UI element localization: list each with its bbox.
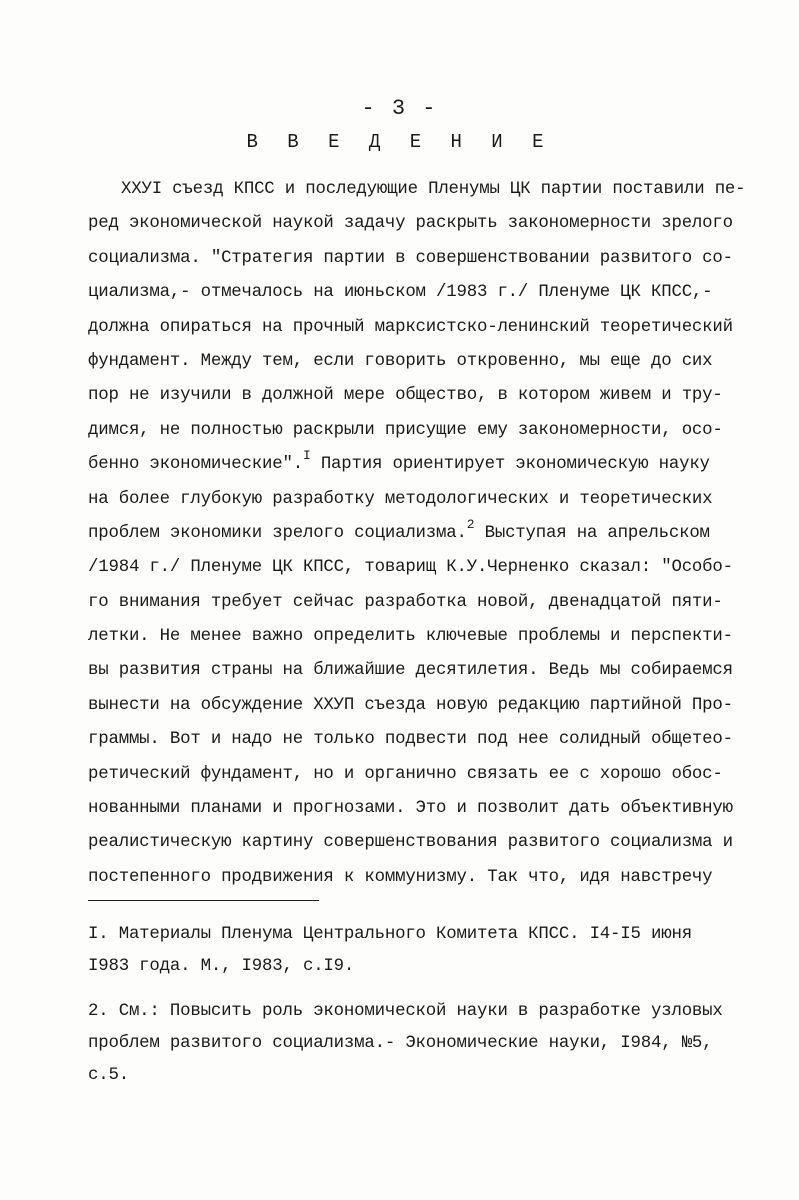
- page-number: - 3 -: [361, 96, 438, 121]
- body-line-tail: Выступая на апрельском: [474, 523, 710, 543]
- footnote-ref-1: I: [302, 448, 311, 464]
- body-line: ред экономической наукой задачу раскрыть закономерности зрелого: [88, 214, 733, 234]
- body-text: [88, 173, 768, 895]
- footnote-1-line: I983 года. М., I983, с.I9.: [88, 957, 355, 976]
- body-line-text: бенно экономические".: [88, 455, 303, 475]
- footnote-2-line: проблем развитого социализма.- Экономические науки, I984, №5,: [88, 1034, 713, 1053]
- body-line-with-note: [88, 517, 768, 551]
- body-line-tail: Партия ориентирует экономическую науку: [310, 455, 710, 475]
- footnote-2-line: 2. См.: Повысить роль экономической науки в разработке узловых: [88, 1002, 723, 1021]
- footnote-ref-2: 2: [466, 516, 475, 532]
- body-line: вы развития страны на ближайшие десятилетия. Ведь мы собираемся: [88, 661, 733, 681]
- body-line: нованными планами и прогнозами. Это и позволит дать объективную: [88, 799, 733, 819]
- body-line: циализма,- отмечалось на июньском /1983 г./ Пленуме ЦК КПСС,-: [88, 283, 713, 303]
- body-line: вынести на обсуждение ХХУП съезда новую редакцию партийной Про-: [88, 695, 733, 715]
- body-line-with-note: [88, 448, 768, 482]
- section-heading: В В Е Д Е Н И Е: [246, 131, 553, 153]
- body-line: граммы. Вот и надо не только подвести под нее солидный общетео-: [88, 730, 733, 750]
- body-line: димся, не полностью раскрыли присущие ему закономерности, осо-: [88, 420, 723, 440]
- body-line: социализма. "Стратегия партии в совершенствовании развитого со-: [88, 248, 733, 268]
- body-line-text: проблем экономики зрелого социализма.: [88, 523, 467, 543]
- footnotes: [88, 919, 768, 1092]
- body-line: фундамент. Между тем, если говорить откровенно, мы еще до сих: [88, 351, 713, 371]
- body-line: /1984 г./ Пленуме ЦК КПСС, товарищ К.У.Черненко сказал: "Особо-: [88, 558, 733, 578]
- footnote-spacer: [88, 983, 768, 996]
- body-line: го внимания требует сейчас разработка новой, двенадцатой пяти-: [88, 592, 723, 612]
- footnote-1-line: I. Материалы Пленума Центрального Комитета КПСС. I4-I5 июня: [88, 925, 692, 944]
- footnote-divider: [88, 900, 319, 901]
- body-line: постепенного продвижения к коммунизму. Так что, идя навстречу: [88, 867, 713, 887]
- body-line: ретический фундамент, но и органично связать ее с хорошо обос-: [88, 764, 723, 784]
- body-line: должна опираться на прочный марксистско-ленинский теоретический: [88, 317, 733, 337]
- footnote-2-line: с.5.: [88, 1066, 129, 1085]
- body-line: на более глубокую разработку методологических и теоретических: [88, 489, 713, 509]
- body-line: летки. Не менее важно определить ключевые проблемы и перспекти-: [88, 627, 733, 647]
- body-line: пор не изучили в должной мере общество, в котором живем и тру-: [88, 386, 723, 406]
- body-line: реалистическую картину совершенствования развитого социализма и: [88, 833, 733, 853]
- body-line: ХХУI съезд КПСС и последующие Пленумы ЦК партии поставили пе-: [121, 180, 746, 199]
